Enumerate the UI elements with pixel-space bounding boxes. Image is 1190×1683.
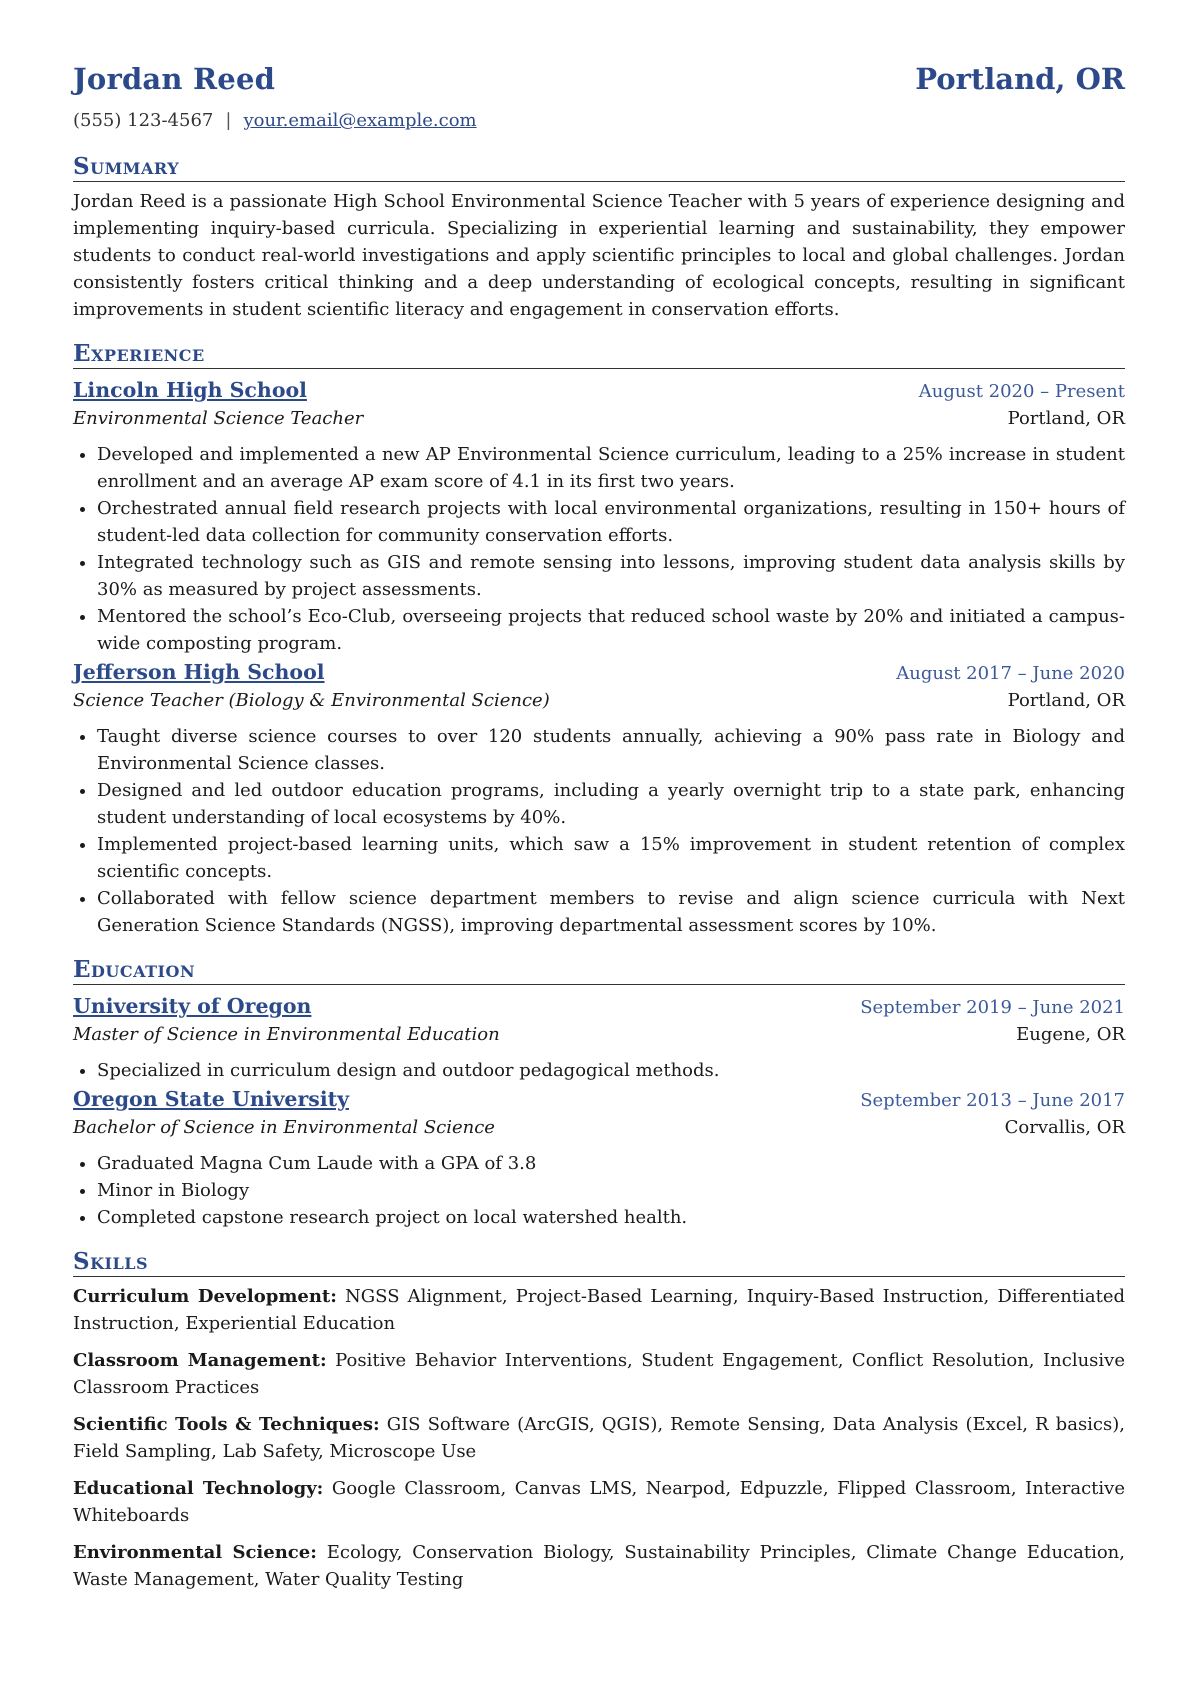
section-title-experience: Experience: [73, 341, 1125, 369]
skill-row: [73, 1539, 1125, 1593]
job-location: Portland, OR: [1007, 408, 1125, 429]
study-dates: September 2019 – June 2021: [860, 997, 1125, 1018]
contact-line: [73, 110, 1125, 136]
education-detail-item: • Graduated Magna Cum Laude with a GPA of 3.8: [97, 1150, 1125, 1177]
education-detail-item: • Completed capstone research project on local watershed health.: [97, 1204, 1125, 1231]
school-location: Eugene, OR: [1016, 1024, 1125, 1045]
section-title-summary: Summary: [73, 154, 1125, 182]
job-title: Science Teacher (Biology & Environmental Science): [73, 690, 550, 711]
achievement-item: • Collaborated with fellow science department members to revise and align science curricula with Next Generation Science Standards (NGSS), improving departmental assessment scores by 10%.: [97, 885, 1125, 939]
section-title-education: Education: [73, 957, 1125, 985]
resume-page: [73, 62, 1125, 1593]
achievement-item: • Mentored the school’s Eco-Club, overseeing projects that reduced school waste by 20% and initiated a campus-wide composting program.: [97, 603, 1125, 657]
achievement-item: • Implemented project-based learning units, which saw a 15% improvement in student retention of complex scientific concepts.: [97, 831, 1125, 885]
skill-values: Ecology, Conservation Biology, Sustainability Principles, Climate Change Education, Waste Management, Water Quality Testing: [73, 1542, 1125, 1590]
school-location: Corvallis, OR: [1004, 1117, 1125, 1138]
candidate-location: Portland, OR: [915, 62, 1125, 96]
school-link[interactable]: Oregon State University: [73, 1087, 349, 1111]
phone-number: (555) 123-4567: [73, 110, 214, 131]
achievement-item: • Taught diverse science courses to over 120 students annually, achieving a 90% pass rate in Biology and Environmental Science classes.: [97, 723, 1125, 777]
education-detail-list: [73, 1150, 1125, 1231]
experience-entry: [73, 377, 1125, 657]
skill-category: Environmental Science:: [73, 1542, 317, 1563]
skill-row: [73, 1475, 1125, 1529]
skill-category: Curriculum Development:: [73, 1286, 337, 1307]
education-detail-item: • Specialized in curriculum design and outdoor pedagogical methods.: [97, 1057, 1125, 1084]
achievement-item: • Developed and implemented a new AP Environmental Science curriculum, leading to a 25% increase in student enrollment and an average AP exam score of 4.1 in its first two years.: [97, 441, 1125, 495]
education-entry: [73, 993, 1125, 1084]
skill-values: NGSS Alignment, Project-Based Learning, Inquiry-Based Instruction, Differentiated Instruction, Experiential Education: [73, 1286, 1125, 1334]
job-title: Environmental Science Teacher: [73, 408, 364, 429]
skill-values: GIS Software (ArcGIS, QGIS), Remote Sensing, Data Analysis (Excel, R basics), Field Sampling, Lab Safety, Microscope Use: [73, 1414, 1125, 1462]
resume-header: [73, 62, 1125, 106]
education-detail-list: [73, 1057, 1125, 1084]
email-link[interactable]: your.email@example.com: [243, 110, 477, 131]
achievement-list: [73, 723, 1125, 939]
employment-dates: August 2017 – June 2020: [896, 663, 1125, 684]
employment-dates: August 2020 – Present: [918, 381, 1125, 402]
skill-category: Classroom Management:: [73, 1350, 327, 1371]
education-entry: [73, 1086, 1125, 1231]
employer-link[interactable]: Lincoln High School: [73, 378, 307, 402]
section-title-skills: Skills: [73, 1249, 1125, 1277]
skills-list: [73, 1283, 1125, 1593]
skill-row: [73, 1283, 1125, 1337]
skill-row: [73, 1411, 1125, 1465]
degree-title: Master of Science in Environmental Education: [73, 1024, 500, 1045]
study-dates: September 2013 – June 2017: [860, 1090, 1125, 1111]
achievement-item: • Designed and led outdoor education programs, including a yearly overnight trip to a state park, enhancing student understanding of local ecosystems by 40%.: [97, 777, 1125, 831]
skill-row: [73, 1347, 1125, 1401]
employer-link[interactable]: Jefferson High School: [73, 660, 325, 684]
school-link[interactable]: University of Oregon: [73, 994, 312, 1018]
achievement-list: [73, 441, 1125, 657]
degree-title: Bachelor of Science in Environmental Science: [73, 1117, 495, 1138]
skill-category: Educational Technology:: [73, 1478, 324, 1499]
skill-values: Google Classroom, Canvas LMS, Nearpod, Edpuzzle, Flipped Classroom, Interactive Whiteboards: [73, 1478, 1125, 1526]
job-location: Portland, OR: [1007, 690, 1125, 711]
summary-text: Jordan Reed is a passionate High School Environmental Science Teacher with 5 years of experience designing and implementing inquiry-based curricula. Specializing in experiential learning and sustainability, they empower students to conduct real-world investigations and apply scientific principles to local and global challenges. Jordan consistently fosters critical thinking and a deep understanding of ecological concepts, resulting in significant improvements in student scientific literacy and engagement in conservation efforts.: [73, 191, 1125, 320]
achievement-item: • Integrated technology such as GIS and remote sensing into lessons, improving student data analysis skills by 30% as measured by project assessments.: [97, 549, 1125, 603]
candidate-name: Jordan Reed: [73, 62, 276, 96]
skill-values: Positive Behavior Interventions, Student Engagement, Conflict Resolution, Inclusive Classroom Practices: [73, 1350, 1125, 1398]
achievement-item: • Orchestrated annual field research projects with local environmental organizations, resulting in 150+ hours of student-led data collection for community conservation efforts.: [97, 495, 1125, 549]
education-detail-item: • Minor in Biology: [97, 1177, 1125, 1204]
skill-category: Scientific Tools & Techniques:: [73, 1414, 380, 1435]
experience-entry: [73, 659, 1125, 939]
contact-separator: |: [225, 110, 232, 131]
